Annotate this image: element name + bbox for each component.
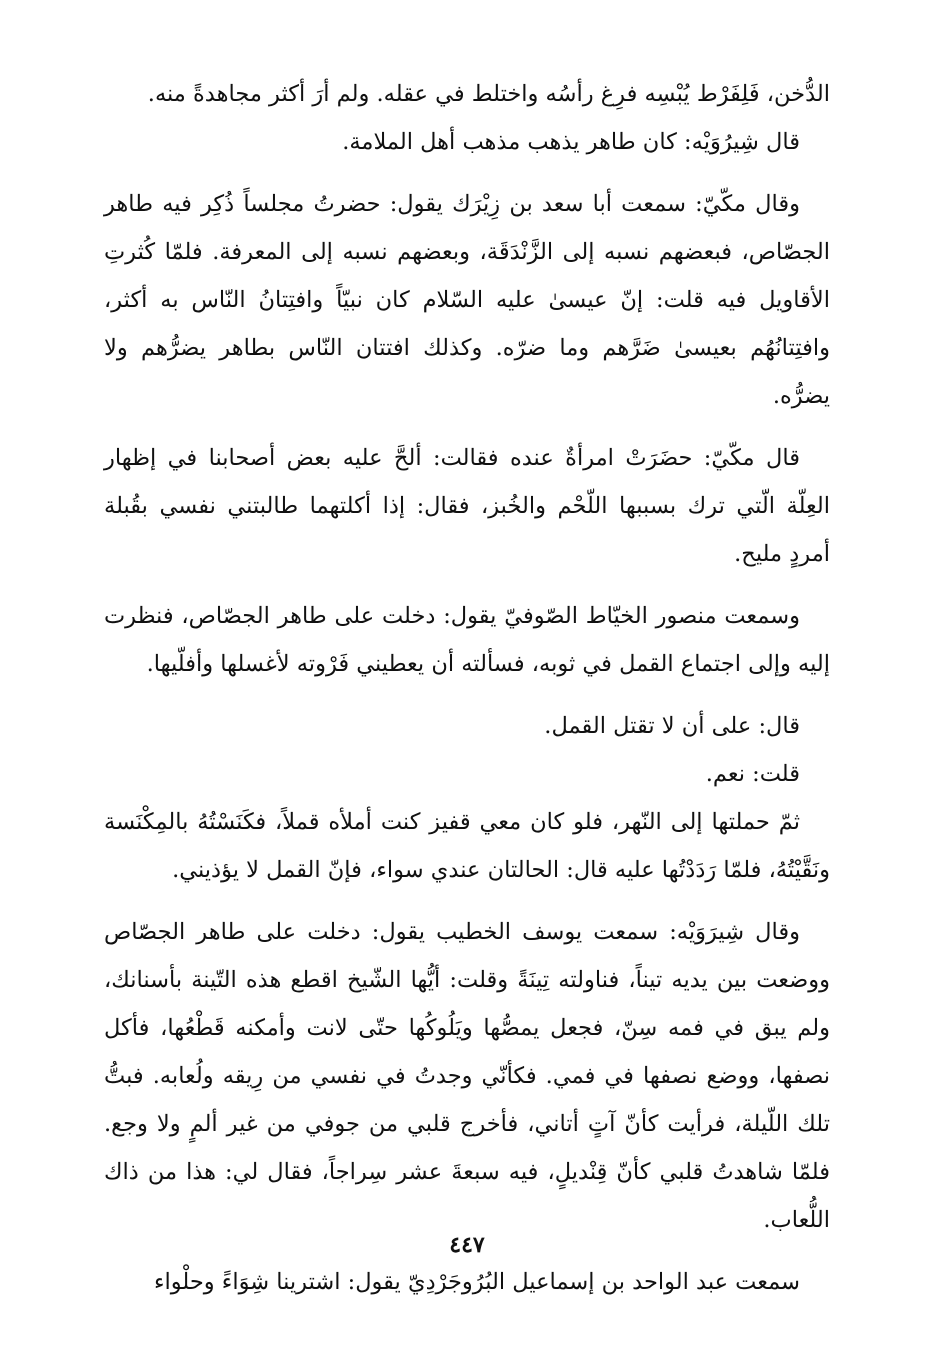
- paragraph-7: قلت: نعم.: [705, 761, 800, 787]
- paragraph-8: ثمّ حملتها إلى النّهر، فلو كان معي قفيز كنت أملأه قملاً، فكَنَسْتُهُ بالمِكْنَسة ونَقَّيْتُهُ، فلمّا رَدَدْتُها عليه قال: الحالتان عندي سواء، فإنّ القمل لا يؤذيني.: [104, 809, 830, 883]
- paragraph-9: وقال شِيرَوَيْه: سمعت يوسف الخطيب يقول: دخلت على طاهر الجصّاص ووضعت بين يديه تيناً، فناولته تِينَةً وقلت: أيُّها الشّيخ اقطع هذه التّينة بأسنانك، ولم يبق في فمه سِنّ، فجعل يمصُّها ويَلُوكُها حتّى لانت وأمكنه قَطْعُها، فأكل نصفها، ووضع نصفها في فمي. فكأنّي وجدتُ في نفسي من رِيقه ولُعابه. فبتُّ تلك اللّيلة، فرأيت كأنّ آتٍ أتاني، فأخرج قلبي من جوفي من غير ألمٍ ولا وجع. فلمّا شاهدتُ قلبي كأنّ قِنْديلٍ، فيه سبعةَ عشر سِراجاً، فقال لي: هذا من ذاك اللُّعاب.: [104, 919, 830, 1233]
- paragraph-3: وقال مكّيّ: سمعت أبا سعد بن زِيْرَك يقول: حضرتُ مجلساً ذُكِر فيه طاهر الجصّاص، فبعضهم نسبه إلى الزَّنْدَقَة، وبعضهم نسبه إلى المعرفة. فلمّا كُثرتِ الأقاويل فيه قلت: إنّ عيسىٰ عليه السّلام كان نبيّاً وافتِتانُ النّاس به أكثر، وافتِتانُهُم بعيسىٰ ضَرَّهم وما ضرّه. وكذلك افتتان النّاس بطاهر يضرُّهم ولا يضرُّه.: [104, 191, 830, 409]
- paragraph-10: سمعت عبد الواحد بن إسماعيل البُرُوجَرْدِيّ يقول: اشترينا شِوَاءً وحلْواء: [153, 1269, 800, 1295]
- paragraph-4: قال مكّيّ: حضَرَتْ امرأةٌ عنده فقالت: ألحَّ عليه بعض أصحابنا في إظهار العِلّة الّتي ترك بسببها اللّحْم والخُبز، فقال: إذا أكلتهما طالبتني نفسي بقُبلة أمردٍ مليح.: [104, 445, 830, 567]
- page-number: ٤٤٧: [449, 1232, 485, 1258]
- paragraph-2: قال شِيرُوَيْه: كان طاهر يذهب مذهب أهل الملامة.: [342, 129, 800, 155]
- paragraph-6: قال: على أن لا تقتل القمل.: [544, 713, 800, 739]
- page-body: [104, 70, 830, 1306]
- paragraph-1: الدُّخن، فَلِفَرْط يُبْسِه فرِغ رأسُه واختلط في عقله. ولم أرَ أكثر مجاهدةً منه.: [147, 81, 830, 107]
- paragraph-5: وسمعت منصور الخيّاط الصّوفيّ يقول: دخلت على طاهر الجصّاص، فنظرت إليه وإلى اجتماع القمل في ثوبه، فسألته أن يعطيني فَرْوته لأغسلها وأفلّيها.: [104, 603, 830, 677]
